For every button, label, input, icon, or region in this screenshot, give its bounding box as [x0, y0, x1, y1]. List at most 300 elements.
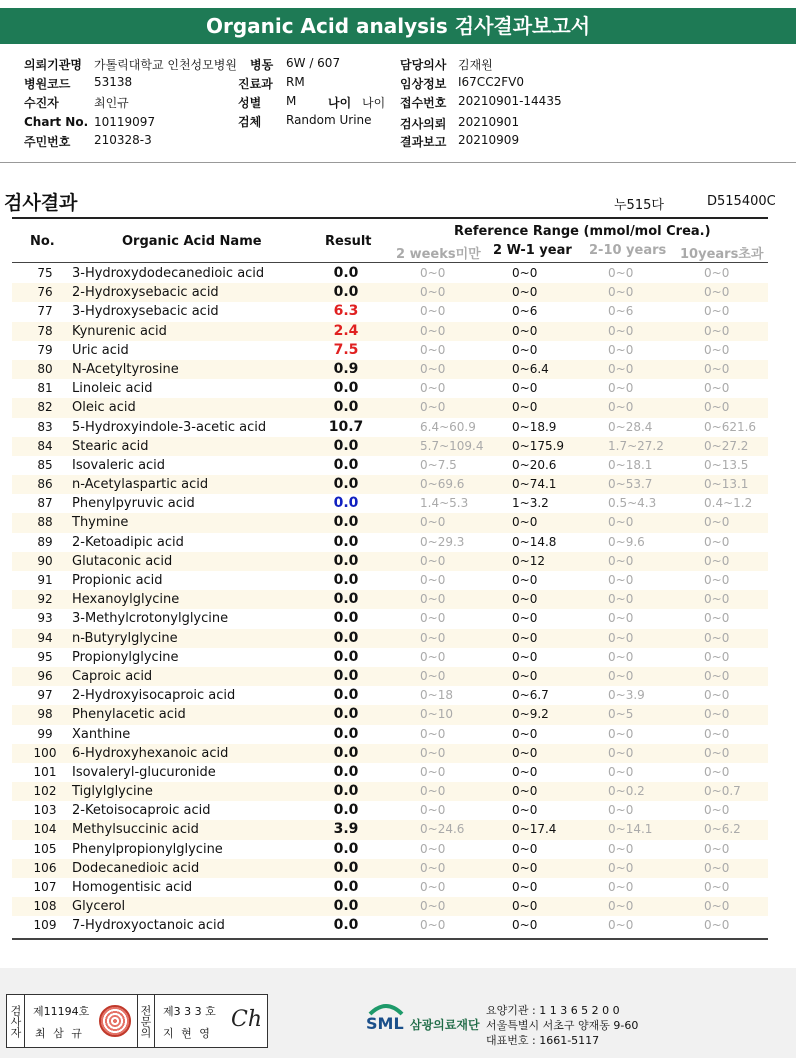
- row-range-2: 0~0: [512, 285, 538, 300]
- row-no: 81: [37, 381, 53, 396]
- row-range-4: 0~0: [704, 611, 730, 626]
- row-no: 75: [37, 266, 53, 280]
- row-range-2: 0~0: [512, 630, 538, 645]
- addr-line-3: 대표번호 : 1661-5117: [486, 1034, 600, 1047]
- row-range-3: 0~0: [608, 553, 634, 568]
- row-range-4: 0~0: [704, 592, 730, 607]
- row-result: 0.0: [333, 859, 359, 876]
- row-range-3: 0~0: [608, 323, 634, 338]
- hospital-code-value: 53138: [94, 75, 133, 89]
- row-range-3: 0~0: [608, 573, 634, 587]
- row-range-4: 0~0: [704, 342, 730, 357]
- row-range-1: 6.4~60.9: [420, 419, 476, 434]
- row-no: 96: [37, 668, 53, 683]
- row-range-1: 0~0: [420, 381, 446, 396]
- row-range-2: 0~0: [512, 573, 538, 587]
- row-range-4: 0~0: [704, 745, 730, 760]
- row-name: 3-Hydroxysebacic acid: [72, 304, 219, 320]
- row-no: 88: [37, 515, 53, 530]
- row-no: 106: [33, 860, 57, 875]
- row-range-1: 0~0: [420, 841, 446, 856]
- row-no: 101: [33, 764, 57, 779]
- table-row: [12, 782, 768, 801]
- hospital-code-label: 병원코드: [24, 77, 71, 91]
- row-range-2: 0~0: [512, 381, 538, 396]
- table-row: [12, 494, 768, 513]
- row-range-1: 0~0: [420, 592, 446, 607]
- table-row: [12, 667, 768, 686]
- table-row: [12, 360, 768, 379]
- row-name: Phenylpropionylglycine: [72, 841, 223, 857]
- row-range-1: 0~0: [420, 573, 446, 587]
- row-range-2: 0~0: [512, 266, 538, 280]
- signature-box: [6, 994, 268, 1048]
- row-range-3: 0~0: [608, 726, 634, 741]
- row-range-3: 1.7~27.2: [608, 438, 664, 453]
- sign-label-2: 전문의: [137, 995, 155, 1047]
- row-range-1: 0~18: [420, 688, 453, 703]
- row-range-3: 0~5: [608, 707, 634, 722]
- row-name: Isovaleric acid: [72, 457, 166, 473]
- row-no: 92: [37, 592, 53, 607]
- row-range-3: 0~0: [608, 592, 634, 607]
- row-range-2: 0~0: [512, 880, 538, 894]
- age-label: 나이: [328, 96, 352, 110]
- row-range-3: 0~0: [608, 860, 634, 875]
- row-name: 2-Ketoisocaproic acid: [72, 803, 211, 819]
- row-range-2: 0~0: [512, 649, 538, 664]
- row-name: 7-Hydroxyoctanoic acid: [72, 918, 225, 934]
- row-range-4: 0~0: [704, 860, 730, 875]
- row-result: 0.0: [333, 456, 359, 473]
- table-row: [12, 456, 768, 475]
- table-row: [12, 609, 768, 628]
- row-no: 91: [37, 573, 53, 587]
- row-range-4: 0~0: [704, 841, 730, 856]
- row-no: 84: [37, 438, 53, 453]
- row-range-2: 0~0: [512, 668, 538, 683]
- table-row: [12, 725, 768, 744]
- org-name: 삼광의료재단: [410, 1018, 480, 1032]
- sign-no-1: 제11194호: [33, 1005, 90, 1018]
- header-sub-4: 10years초과: [680, 247, 764, 262]
- row-name: Tiglylglycine: [72, 784, 153, 800]
- row-range-2: 0~0: [512, 611, 538, 626]
- row-name: Propionylglycine: [72, 649, 179, 665]
- table-row: [12, 705, 768, 724]
- row-name: 3-Methylcrotonylglycine: [72, 611, 229, 627]
- row-name: 2-Hydroxysebacic acid: [72, 285, 219, 301]
- info-divider: [0, 162, 796, 163]
- row-result: 0.0: [333, 783, 359, 800]
- row-result: 0.0: [333, 572, 359, 588]
- table-row: [12, 398, 768, 417]
- chart-label: Chart No.: [24, 115, 89, 129]
- table-row: [12, 437, 768, 456]
- row-range-1: 0~0: [420, 266, 446, 280]
- row-result: 0.0: [333, 898, 359, 915]
- row-range-4: 0~0: [704, 899, 730, 914]
- table-header-border: [12, 262, 768, 263]
- row-range-1: 0~0: [420, 649, 446, 664]
- row-range-1: 0~0: [420, 860, 446, 875]
- row-range-2: 0~0: [512, 515, 538, 530]
- row-range-2: 0~6: [512, 304, 538, 319]
- age-value: 나이: [362, 96, 386, 110]
- row-range-3: 0~0: [608, 266, 634, 280]
- row-no: 79: [37, 342, 53, 357]
- ward-value: 6W / 607: [286, 56, 341, 70]
- row-range-1: 0~0: [420, 726, 446, 741]
- row-range-4: 0~0: [704, 707, 730, 722]
- row-range-1: 0~0: [420, 899, 446, 914]
- seal-icon: [99, 1005, 131, 1037]
- row-range-3: 0.5~4.3: [608, 496, 657, 511]
- row-name: Propionic acid: [72, 573, 163, 588]
- row-result: 7.5: [333, 341, 359, 358]
- code-1: 누515다: [614, 198, 664, 213]
- row-no: 89: [37, 534, 53, 549]
- table-row: [12, 686, 768, 705]
- row-no: 98: [37, 707, 53, 722]
- row-range-2: 0~0: [512, 899, 538, 914]
- row-no: 93: [37, 611, 53, 626]
- row-range-2: 0~9.2: [512, 707, 549, 722]
- row-name: 2-Hydroxyisocaproic acid: [72, 688, 236, 704]
- row-range-3: 0~0: [608, 630, 634, 645]
- row-range-2: 0~0: [512, 745, 538, 760]
- sign-name-2: 지 현 영: [163, 1027, 212, 1040]
- row-name: Xanthine: [72, 726, 131, 742]
- row-result: 0.0: [333, 591, 359, 608]
- report-title: Organic Acid analysis 검사결과보고서: [0, 8, 796, 44]
- row-range-2: 0~17.4: [512, 822, 557, 837]
- table-top-border: [12, 217, 768, 219]
- institution-label: 의뢰기관명: [24, 58, 82, 72]
- row-no: 77: [37, 304, 53, 319]
- row-result: 0.0: [333, 879, 359, 895]
- row-range-4: 0~0: [704, 630, 730, 645]
- row-range-4: 0~6.2: [704, 822, 741, 837]
- table-row: [12, 648, 768, 667]
- row-range-4: 0~0.7: [704, 784, 741, 799]
- row-range-3: 0~0.2: [608, 784, 645, 799]
- table-row: [12, 475, 768, 494]
- row-result: 10.7: [328, 418, 364, 435]
- table-row: [12, 801, 768, 820]
- row-range-2: 0~6.4: [512, 361, 549, 376]
- row-range-1: 0~0: [420, 668, 446, 683]
- row-range-3: 0~14.1: [608, 822, 653, 837]
- row-range-4: 0~0: [704, 400, 730, 415]
- header-sub-2: 2 W-1 year: [493, 243, 572, 258]
- row-range-1: 0~7.5: [420, 457, 457, 472]
- row-range-1: 0~0: [420, 285, 446, 300]
- patient-label: 수진자: [24, 96, 59, 110]
- row-range-4: 0~27.2: [704, 438, 749, 453]
- row-name: 3-Hydroxydodecanedioic acid: [72, 266, 265, 281]
- row-result: 0.0: [333, 284, 359, 301]
- row-range-1: 0~0: [420, 553, 446, 568]
- header-result: Result: [325, 234, 372, 249]
- row-range-2: 0~0: [512, 803, 538, 818]
- row-range-1: 0~0: [420, 630, 446, 645]
- table-bottom-border: [12, 938, 768, 940]
- row-no: 109: [33, 918, 57, 933]
- row-result: 0.0: [333, 437, 359, 454]
- row-range-2: 0~0: [512, 784, 538, 799]
- id-value: 210328-3: [94, 133, 152, 147]
- row-name: Oleic acid: [72, 400, 136, 416]
- row-name: n-Butyrylglycine: [72, 630, 178, 646]
- row-range-3: 0~0: [608, 361, 634, 376]
- row-no: 103: [33, 803, 57, 818]
- row-name: Linoleic acid: [72, 381, 153, 397]
- row-range-3: 0~0: [608, 515, 634, 530]
- chart-value: 10119097: [94, 115, 156, 129]
- row-name: Uric acid: [72, 342, 129, 358]
- row-range-4: 0~0: [704, 266, 730, 280]
- row-range-3: 0~0: [608, 745, 634, 760]
- logo-text: SML: [366, 1014, 404, 1033]
- row-no: 78: [37, 323, 53, 338]
- row-no: 80: [37, 361, 53, 376]
- row-range-2: 1~3.2: [512, 496, 549, 511]
- row-range-1: 0~0: [420, 342, 446, 357]
- table-row: [12, 571, 768, 590]
- table-row: [12, 916, 768, 935]
- row-result: 0.0: [333, 610, 359, 627]
- table-row: [12, 302, 768, 321]
- row-range-3: 0~3.9: [608, 688, 645, 703]
- row-no: 100: [33, 745, 57, 760]
- row-name: Hexanoylglycine: [72, 592, 180, 608]
- row-range-1: 0~0: [420, 361, 446, 376]
- table-row: [12, 629, 768, 648]
- row-range-2: 0~18.9: [512, 419, 557, 434]
- row-range-4: 0~0: [704, 361, 730, 376]
- row-result: 0.0: [333, 840, 359, 857]
- row-range-4: 0~0: [704, 515, 730, 530]
- sign-no-2: 제3 3 3 호: [163, 1005, 216, 1018]
- table-row: [12, 552, 768, 571]
- row-range-4: 0~0: [704, 285, 730, 300]
- table-row: [12, 341, 768, 360]
- row-no: 94: [37, 630, 53, 645]
- patient-value: 최인규: [94, 96, 129, 110]
- row-result: 0.0: [333, 399, 359, 416]
- row-range-1: 0~0: [420, 918, 446, 933]
- row-name: Homogentisic acid: [72, 880, 193, 895]
- row-name: Glutaconic acid: [72, 553, 173, 569]
- table-row: [12, 513, 768, 532]
- row-name: 5-Hydroxyindole-3-acetic acid: [72, 419, 267, 435]
- row-result: 0.0: [333, 667, 359, 684]
- row-range-4: 0.4~1.2: [704, 496, 753, 511]
- row-range-2: 0~0: [512, 400, 538, 415]
- row-result: 2.4: [333, 322, 359, 339]
- row-name: 6-Hydroxyhexanoic acid: [72, 745, 229, 761]
- institution-value: 가톨릭대학교 인천성모병원: [94, 58, 237, 72]
- row-no: 83: [37, 419, 53, 434]
- row-range-2: 0~175.9: [512, 438, 565, 453]
- row-range-1: 0~0: [420, 880, 446, 894]
- row-range-2: 0~20.6: [512, 457, 557, 472]
- doctor-label: 담당의사: [400, 58, 447, 72]
- row-range-3: 0~0: [608, 285, 634, 300]
- row-no: 105: [33, 841, 57, 856]
- row-range-4: 0~0: [704, 304, 730, 319]
- row-range-2: 0~0: [512, 841, 538, 856]
- row-result: 0.0: [333, 495, 359, 512]
- row-name: Dodecanedioic acid: [72, 860, 200, 876]
- row-no: 102: [33, 784, 57, 799]
- row-result: 0.0: [333, 725, 359, 742]
- row-range-4: 0~0: [704, 803, 730, 818]
- receipt-value: 20210901-14435: [458, 94, 562, 108]
- row-no: 90: [37, 553, 53, 568]
- row-range-2: 0~6.7: [512, 688, 549, 703]
- row-range-1: 0~0: [420, 745, 446, 760]
- row-no: 85: [37, 457, 53, 472]
- row-range-1: 0~0: [420, 611, 446, 626]
- addr-line-1: 요양기관 : 1 1 3 6 5 2 0 0: [486, 1004, 620, 1017]
- table-row: [12, 820, 768, 839]
- table-row: [12, 379, 768, 398]
- row-range-4: 0~0: [704, 688, 730, 703]
- row-result: 0.0: [333, 514, 359, 531]
- department-label: 진료과: [238, 77, 273, 91]
- row-range-2: 0~0: [512, 918, 538, 933]
- header-sub-3: 2-10 years: [589, 243, 667, 258]
- row-result: 6.3: [333, 303, 359, 320]
- row-result: 0.0: [333, 380, 359, 397]
- header-name: Organic Acid Name: [122, 234, 262, 249]
- row-range-3: 0~28.4: [608, 419, 653, 434]
- row-range-2: 0~0: [512, 860, 538, 875]
- sex-value: M: [286, 94, 297, 108]
- clinical-label: 임상정보: [400, 77, 447, 91]
- row-result: 0.0: [333, 552, 359, 569]
- row-range-3: 0~0: [608, 918, 634, 933]
- row-range-2: 0~0: [512, 726, 538, 741]
- row-result: 0.0: [333, 533, 359, 550]
- row-range-4: 0~0: [704, 534, 730, 549]
- row-range-1: 0~0: [420, 803, 446, 818]
- row-range-3: 0~0: [608, 381, 634, 396]
- row-no: 99: [37, 726, 53, 741]
- row-no: 76: [37, 285, 53, 300]
- row-range-1: 5.7~109.4: [420, 438, 484, 453]
- row-result: 0.0: [333, 917, 359, 934]
- row-name: N-Acetyltyrosine: [72, 361, 179, 377]
- row-range-3: 0~0: [608, 803, 634, 818]
- row-range-4: 0~13.5: [704, 457, 749, 472]
- row-result: 0.0: [333, 629, 359, 646]
- table-row: [12, 840, 768, 859]
- row-name: Thymine: [72, 515, 129, 531]
- row-range-4: 0~13.1: [704, 477, 749, 492]
- row-no: 87: [37, 496, 53, 511]
- row-range-4: 0~0: [704, 918, 730, 933]
- receipt-label: 접수번호: [400, 96, 447, 110]
- addr-line-2: 서울특별시 서초구 양재동 9-60: [486, 1019, 639, 1032]
- row-range-4: 0~0: [704, 649, 730, 664]
- row-range-3: 0~18.1: [608, 457, 653, 472]
- row-name: Phenylpyruvic acid: [72, 496, 195, 512]
- row-no: 108: [33, 899, 57, 914]
- row-range-2: 0~0: [512, 764, 538, 779]
- row-name: Stearic acid: [72, 438, 149, 454]
- row-result: 0.0: [333, 476, 359, 493]
- header-no: No.: [30, 234, 55, 249]
- row-result: 0.0: [333, 265, 359, 281]
- row-name: 2-Ketoadipic acid: [72, 534, 184, 550]
- row-range-4: 0~0: [704, 553, 730, 568]
- row-no: 104: [33, 822, 57, 837]
- row-name: Isovaleryl-glucuronide: [72, 764, 216, 780]
- row-range-4: 0~0: [704, 573, 730, 587]
- row-range-1: 0~0: [420, 784, 446, 799]
- table-row: [12, 897, 768, 916]
- table-row: [12, 859, 768, 878]
- table-row: [12, 264, 768, 283]
- row-range-1: 0~0: [420, 323, 446, 338]
- report-value: 20210909: [458, 133, 520, 147]
- table-row: [12, 878, 768, 897]
- row-range-4: 0~621.6: [704, 419, 757, 434]
- row-range-4: 0~0: [704, 381, 730, 396]
- specimen-value: Random Urine: [286, 113, 372, 127]
- row-range-3: 0~9.6: [608, 534, 645, 549]
- doctor-value: 김재원: [458, 58, 493, 72]
- id-label: 주민번호: [24, 135, 71, 149]
- sign-name-1: 최 삼 규: [35, 1027, 84, 1040]
- sex-label: 성별: [238, 96, 262, 110]
- row-range-3: 0~0: [608, 400, 634, 415]
- row-range-4: 0~0: [704, 764, 730, 779]
- table-row: [12, 418, 768, 437]
- row-range-1: 0~0: [420, 304, 446, 319]
- row-range-2: 0~12: [512, 553, 545, 568]
- row-no: 95: [37, 649, 53, 664]
- row-no: 86: [37, 477, 53, 492]
- header-sub-1: 2 weeks미만: [396, 247, 481, 262]
- row-range-3: 0~0: [608, 880, 634, 894]
- row-range-3: 0~0: [608, 764, 634, 779]
- row-result: 0.0: [333, 744, 359, 761]
- row-range-2: 0~0: [512, 342, 538, 357]
- ward-label: 병동: [250, 58, 274, 72]
- request-label: 검사의뢰: [400, 117, 447, 131]
- row-name: Caproic acid: [72, 668, 153, 684]
- row-range-4: 0~0: [704, 880, 730, 894]
- row-name: Phenylacetic acid: [72, 707, 186, 723]
- specimen-label: 검체: [238, 115, 262, 129]
- row-no: 82: [37, 400, 53, 415]
- row-name: Methylsuccinic acid: [72, 822, 199, 838]
- row-range-2: 0~14.8: [512, 534, 557, 549]
- row-range-2: 0~0: [512, 323, 538, 338]
- header-reference: Reference Range (mmol/mol Crea.): [454, 224, 711, 239]
- row-no: 107: [33, 880, 57, 894]
- row-range-3: 0~0: [608, 342, 634, 357]
- row-range-2: 0~74.1: [512, 477, 557, 492]
- row-range-3: 0~53.7: [608, 477, 653, 492]
- row-name: n-Acetylaspartic acid: [72, 477, 209, 493]
- table-row: [12, 763, 768, 782]
- row-range-1: 0~10: [420, 707, 453, 722]
